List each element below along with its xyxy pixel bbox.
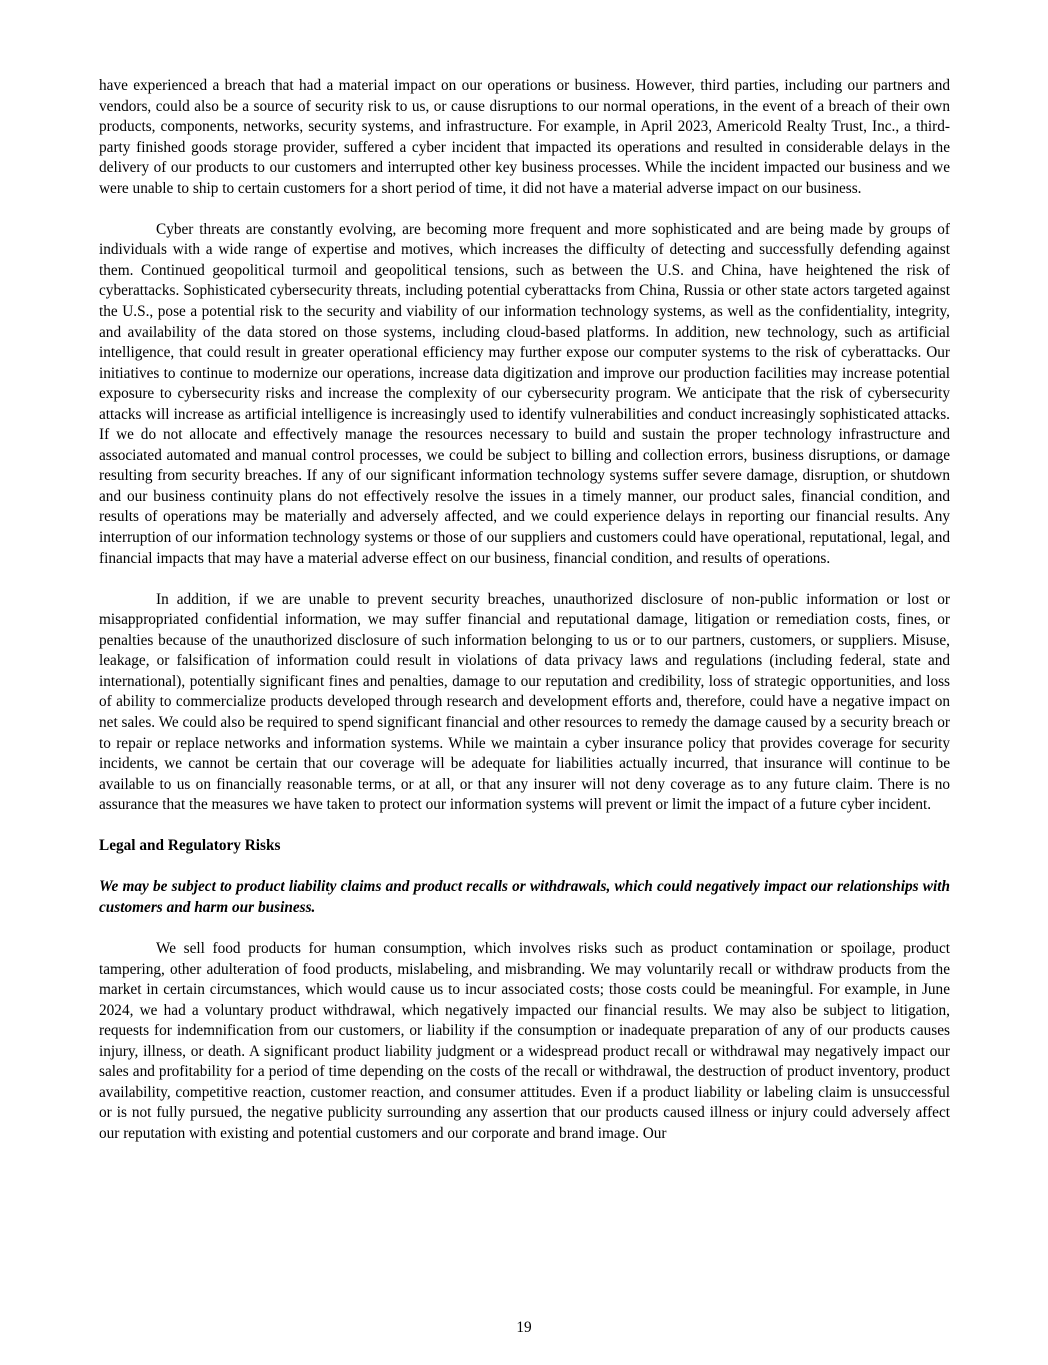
- heading-product-liability-risk: We may be subject to product liability claims and product recalls or withdrawals, which could negatively impact our relationships with customers and harm our business.: [99, 878, 950, 916]
- heading-legal-and-regulatory-risks: Legal and Regulatory Risks: [99, 837, 281, 855]
- paragraph-third-party-breach: have experienced a breach that had a material impact on our operations or business. However, third parties, including our partners and vendors, could also be a source of security risk to us, or cause disruptions to our normal operations, in the event of a breach of their own products, components, networks, security systems, and infrastructure. For example, in April 2023, Americold Realty Trust, Inc., a third-party finished goods storage provider, suffered a cyber incident that impacted its operations and resulted in considerable delays in the delivery of our products to our customers and interrupted other key business processes. While the incident impacted our business and we were unable to ship to certain customers for a short period of time, it did not have a material adverse impact on our business.: [99, 77, 950, 197]
- paragraph-security-breach-consequences: In addition, if we are unable to prevent security breaches, unauthorized disclosure of non-public information or lost or misappropriated confidential information, we may suffer financial and reputational damage, litigation or remediation costs, fines, or penalties because of the unauthorized disclosure of such information belonging to us or to our partners, customers, or suppliers. Misuse, leakage, or falsification of information could result in violations of data privacy laws and regulations (including federal, state and international), potentially significant fines and penalties, damage to our reputation and credibility, loss of strategic opportunities, and loss of ability to commercialize products developed through research and development efforts and, therefore, could have a negative impact on net sales. We could also be required to spend significant financial and other resources to remedy the damage caused by a security breach or to repair or replace networks and information systems. While we maintain a cyber insurance policy that provides coverage for security incidents, we cannot be certain that our coverage will be adequate for liabilities actually incurred, that insurance will continue to be available to us on financially reasonable terms, or at all, or that any insurer will not deny coverage as to any future claim. There is no assurance that the measures we have taken to protect our information systems will prevent or limit the impact of a future cyber incident.: [99, 590, 950, 814]
- page-content: [99, 76, 950, 1165]
- paragraph-cyber-threats-evolving: Cyber threats are constantly evolving, are becoming more frequent and more sophisticated and are being made by groups of individuals with a wide range of expertise and motives, which increases the difficulty of detecting and successfully defending against them. Continued geopolitical turmoil and geopolitical tensions, such as between the U.S. and China, have heightened the risk of cyberattacks. Sophisticated cybersecurity threats, including potential cyberattacks from China, Russia or other state actors targeted against the U.S., pose a potential risk to the security and viability of our information technology systems, as well as the confidentiality, integrity, and availability of the data stored on those systems, including cloud-based platforms. In addition, new technology, such as artificial intelligence, that could result in greater operational efficiency may further expose our computer systems to the risk of cyberattacks. Our initiatives to continue to modernize our operations, increase data digitization and improve our production facilities may increase potential exposure to cybersecurity risks and increase the complexity of our cybersecurity program. We anticipate that the risk of cybersecurity attacks will increase as artificial intelligence is increasingly used to identify vulnerabilities and conduct increasingly sophisticated attacks. If we do not allocate and effectively manage the resources necessary to build and sustain the proper technology infrastructure and associated automated and manual control processes, we could be subject to billing and collection errors, business disruptions, or damage resulting from security breaches. If any of our significant information technology systems suffer severe damage, disruption, or shutdown and our business continuity plans do not effectively resolve the issues in a timely manner, our product sales, financial condition, and results of operations may be materially and adversely affected, and we could experience delays in reporting our financial results. Any interruption of our information technology systems or those of our suppliers and customers could have operational, reputational, legal, and financial impacts that may have a material adverse effect on our business, financial condition, and results of operations.: [99, 220, 950, 567]
- page-number: 19: [516, 1319, 532, 1337]
- paragraph-food-product-risks: We sell food products for human consumption, which involves risks such as product contamination or spoilage, product tampering, other adulteration of food products, mislabeling, and misbranding. We may voluntarily recall or withdraw products from the market in certain circumstances, which would cause us to incur associated costs; those costs could be meaningful. For example, in June 2024, we had a voluntary product withdrawal, which negatively impacted our financial results. We may also be subject to litigation, requests for indemnification from our customers, or liability if the consumption or inadequate preparation of any of our products causes injury, illness, or death. A significant product liability judgment or a widespread product recall or withdrawal may negatively impact our sales and profitability for a period of time depending on the costs of the recall or withdrawal, the destruction of product inventory, product availability, competitive reaction, customer reaction, and consumer attitudes. Even if a product liability or labeling claim is unsuccessful or is not fully pursued, the negative publicity surrounding any assertion that our products caused illness or injury could adversely affect our reputation with existing and potential customers and our corporate and brand image. Our: [99, 939, 950, 1142]
